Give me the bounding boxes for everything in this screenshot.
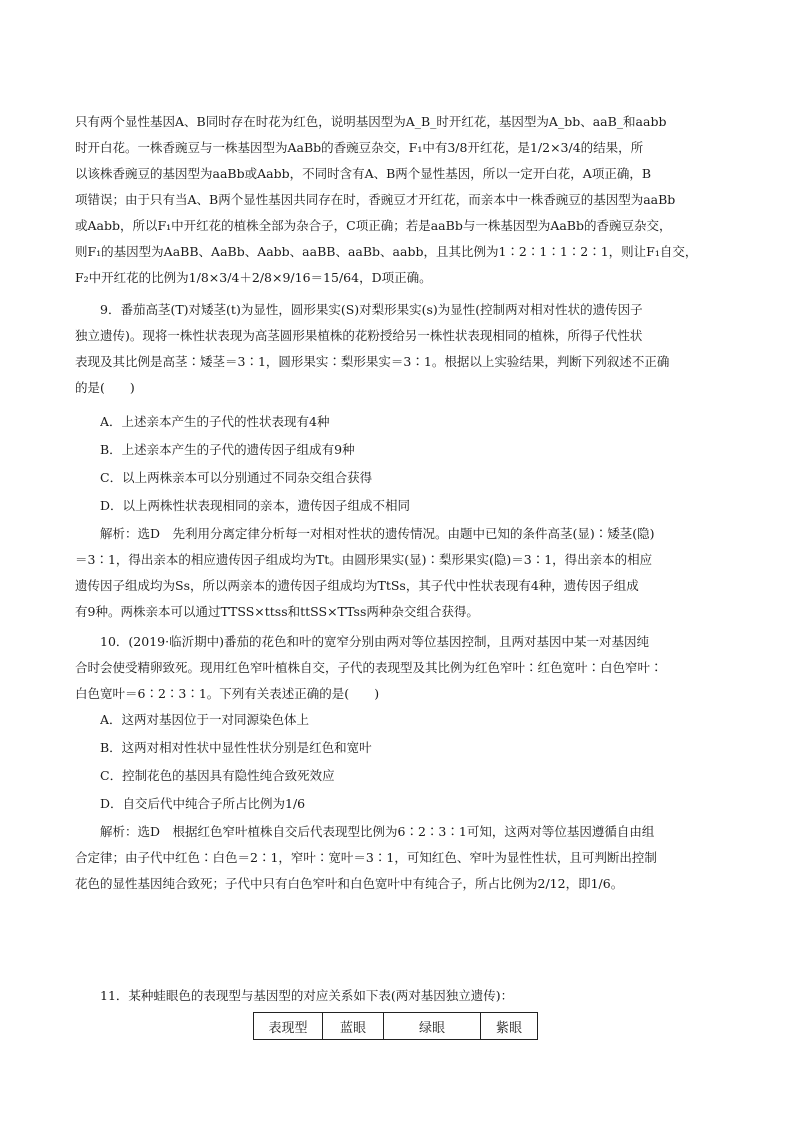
q10-option-a: A．这两对基因位于一对同源染色体上 [100, 712, 310, 727]
q10-analysis-line: 合定律；由子代中红色∶白色＝2∶1，窄叶∶宽叶＝3∶1，可知红色、窄叶为显性性状，且可判断出控制 [75, 850, 657, 865]
table-header-cell: 紫眼 [481, 1013, 538, 1040]
table-header-row [254, 1013, 538, 1040]
q9-stem-line: 9．番茄高茎(T)对矮茎(t)为显性，圆形果实(S)对梨形果实(s)为显性(控制两对相对性状的遗传因子 [100, 302, 643, 317]
q10-analysis-line: 解析：选D 根据红色窄叶植株自交后代表现型比例为6∶2∶3∶1可知，这两对等位基因遵循自由组 [100, 824, 655, 839]
prev-analysis-line: 或Aabb，所以F₁中开红花的植株全部为杂合子，C项正确；若是aaBb与一株基因型为AaBb的香豌豆杂交， [75, 218, 672, 233]
q10-analysis-line: 花色的显性基因纯合致死；子代中只有白色窄叶和白色宽叶中有纯合子，所占比例为2/12，即1/6。 [75, 876, 624, 891]
q9-option-c: C．以上两株亲本可以分别通过不同杂交组合获得 [100, 470, 373, 485]
q9-stem-line: 独立遗传)。现将一株性状表现为高茎圆形果植株的花粉授给另一株性状表现相同的植株，所得子代性状 [75, 328, 643, 343]
q9-analysis-line: 解析：选D 先利用分离定律分析每一对相对性状的遗传情况。由题中已知的条件高茎(显)∶矮茎(隐) [100, 526, 655, 541]
q10-stem-line: 白色宽叶＝6∶2∶3∶1。下列有关表述正确的是( ) [75, 686, 380, 701]
q10-option-c: C．控制花色的基因具有隐性纯合致死效应 [100, 768, 335, 783]
q10-stem-line: 10．(2019·临沂期中)番茄的花色和叶的宽窄分别由两对等位基因控制，且两对基因中某一对基因纯 [100, 634, 649, 649]
q9-option-a: A．上述亲本产生的子代的性状表现有4种 [100, 414, 330, 429]
q9-option-d: D．以上两株性状表现相同的亲本，遗传因子组成不相同 [100, 498, 411, 513]
table-header-cell: 绿眼 [384, 1013, 481, 1040]
prev-analysis-line: 以该株香豌豆的基因型为aaBb或Aabb，不同时含有A、B两个显性基因，所以一定开白花，A项正确，B [75, 166, 652, 181]
q9-stem-line: 的是( ) [75, 380, 135, 395]
q9-analysis-line: 遗传因子组成均为Ss，所以两亲本的遗传因子组成均为TtSs，其子代中性状表现有4种，遗传因子组成 [75, 578, 639, 593]
q9-analysis-line: ＝3∶1，得出亲本的相应遗传因子组成均为Tt。由圆形果实(显)∶梨形果实(隐)＝3∶1，得出亲本的相应 [75, 552, 653, 567]
q9-analysis-line: 有9种。两株亲本可以通过TTSS×ttss和ttSS×TTss两种杂交组合获得。 [75, 604, 479, 619]
prev-analysis-line: 则F₁的基因型为AaBB、AaBb、Aabb、aaBB、aaBb、aabb，且其比例为1∶2∶1∶1∶2∶1，则让F₁自交， [75, 244, 698, 259]
prev-analysis-line: F₂中开红花的比例为1/8×3/4＋2/8×9/16＝15/64，D项正确。 [75, 270, 432, 285]
q9-stem-line: 表现及其比例是高茎∶矮茎＝3∶1，圆形果实∶梨形果实＝3∶1。根据以上实验结果，判断下列叙述不正确 [75, 354, 670, 369]
q11-stem: 11．某种蛙眼色的表现型与基因型的对应关系如下表(两对基因独立遗传)： [100, 988, 514, 1003]
q10-option-b: B．这两对相对性状中显性性状分别是红色和宽叶 [100, 740, 372, 755]
prev-analysis-line: 时开白花。一株香豌豆与一株基因型为AaBb的香豌豆杂交，F₁中有3/8开红花，是1/2×3/4的结果，所 [75, 140, 644, 155]
prev-analysis-line: 项错误；由于只有当A、B两个显性基因共同存在时，香豌豆才开红花，而亲本中一株香豌豆的基因型为aaBb [75, 192, 676, 207]
table-header-cell: 表现型 [254, 1013, 323, 1040]
phenotype-genotype-table [253, 1012, 538, 1040]
prev-analysis-line: 只有两个显性基因A、B同时存在时花为红色，说明基因型为A_B_时开红花，基因型为A_bb、aaB_和aabb [75, 114, 667, 129]
q9-option-b: B．上述亲本产生的子代的遗传因子组成有9种 [100, 442, 355, 457]
q10-stem-line: 合时会使受精卵致死。现用红色窄叶植株自交，子代的表现型及其比例为红色窄叶∶红色宽叶∶白色窄叶∶ [75, 660, 663, 675]
table-header-cell: 蓝眼 [323, 1013, 384, 1040]
q10-option-d: D．自交后代中纯合子所占比例为1/6 [100, 796, 306, 811]
